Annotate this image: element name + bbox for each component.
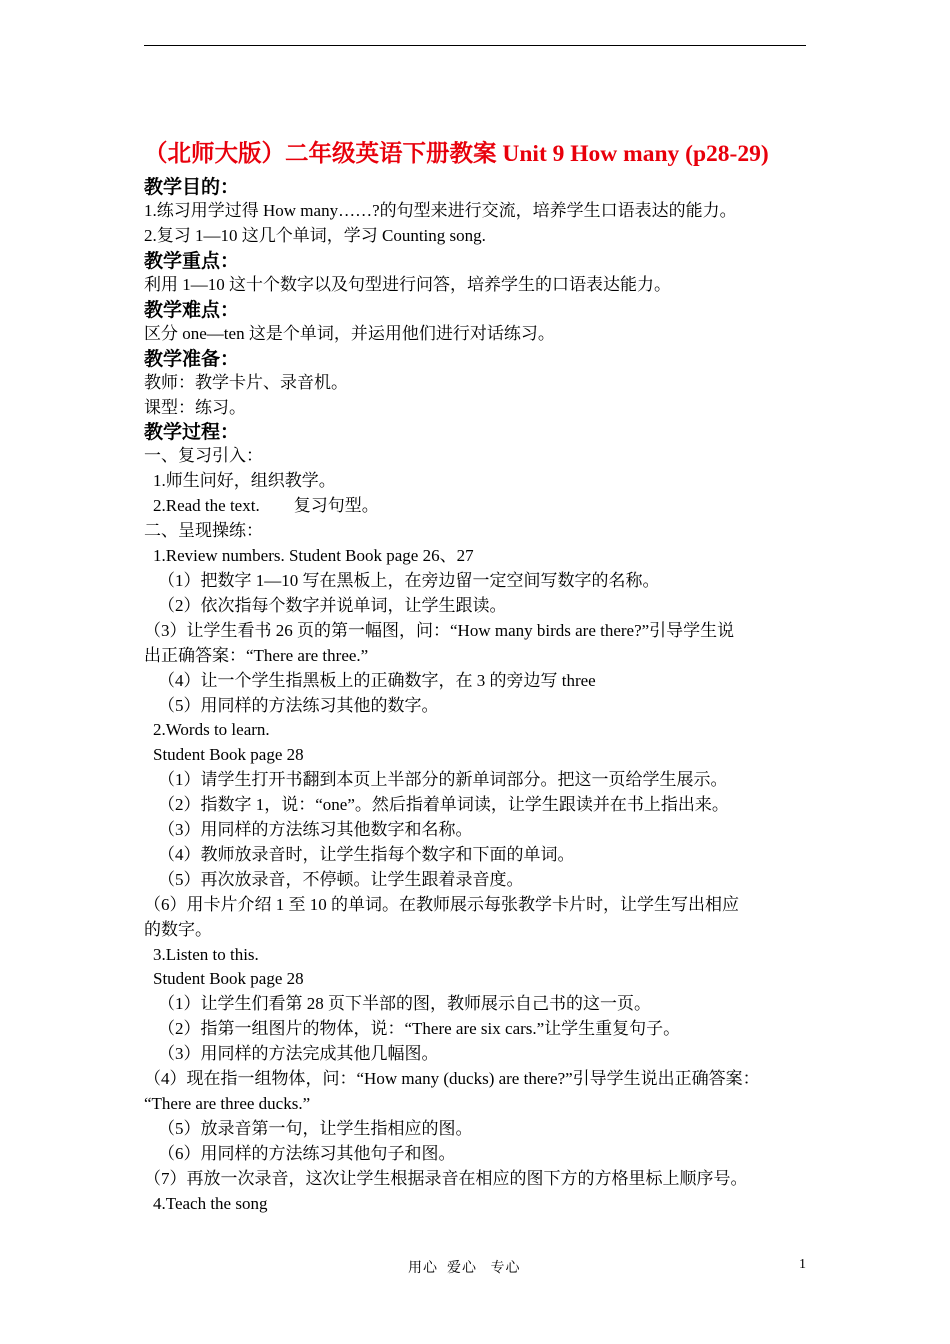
- process-line: （4）教师放录音时，让学生指每个数字和下面的单词。: [158, 844, 575, 864]
- process-line: （3）让学生看书 26 页的第一幅图，问：“How many birds are there?”引导学生说: [144, 620, 735, 640]
- process-line: Student Book page 28: [153, 745, 304, 765]
- process-line: （4）让一个学生指黑板上的正确数字，在 3 的旁边写 three: [158, 670, 596, 690]
- footer-motto: 用心 爱心 专心: [408, 1261, 521, 1276]
- process-line: （2）指数字 1，说：“one”。然后指着单词读，让学生跟读并在书上指出来。: [158, 795, 729, 815]
- objective-line: 2.复习 1—10 这几个单词，学习 Counting song.: [144, 225, 486, 245]
- key-points-heading: 教学重点：: [144, 249, 240, 272]
- process-line: “There are three ducks.”: [144, 1094, 311, 1113]
- page-number: 1: [799, 1257, 806, 1272]
- process-line: （5）用同样的方法练习其他的数字。: [158, 695, 439, 715]
- process-line: 2.Words to learn.: [153, 720, 270, 740]
- difficulties-heading: 教学难点：: [144, 298, 240, 321]
- process-line: （5）放录音第一句，让学生指相应的图。: [158, 1118, 473, 1138]
- document-body: [144, 175, 812, 1217]
- process-line: 1.师生问好，组织教学。: [153, 471, 336, 491]
- preparation-line: 课型：练习。: [144, 397, 246, 417]
- process-line: （6）用卡片介绍 1 至 10 的单词。在教师展示每张教学卡片时，让学生写出相应: [144, 894, 739, 914]
- process-line: （7）再放一次录音，这次让学生根据录音在相应的图下方的方格里标上顺序号。: [144, 1168, 748, 1188]
- process-line: 4.Teach the song: [153, 1193, 268, 1213]
- objectives-heading: 教学目的：: [144, 176, 240, 198]
- difficulty-line: 区分 one—ten 这是个单词，并运用他们进行对话练习。: [144, 323, 555, 343]
- process-line: 2.Read the text. 复习句型。: [153, 496, 379, 516]
- objective-line: 1.练习用学过得 How many……?的句型来进行交流，培养学生口语表达的能力。: [144, 201, 737, 220]
- process-line: 出正确答案：“There are three.”: [144, 645, 369, 665]
- process-line: 一、复习引入：: [144, 446, 263, 466]
- process-line: 二、呈现操练：: [144, 521, 263, 541]
- process-line: （5）再次放录音，不停顿。让学生跟着录音度。: [158, 869, 524, 889]
- process-line: （2）依次指每个数字并说单词，让学生跟读。: [158, 595, 507, 615]
- document-title: （北师大版）二年级英语下册教案 Unit 9 How many (p28-29): [144, 141, 769, 167]
- key-point-line: 利用 1—10 这十个数字以及句型进行问答，培养学生的口语表达能力。: [144, 274, 671, 294]
- process-line: （1）请学生打开书翻到本页上半部分的新单词部分。把这一页给学生展示。: [158, 770, 728, 790]
- process-line: （3）用同样的方法完成其他几幅图。: [158, 1044, 439, 1064]
- header-rule: [144, 45, 806, 46]
- process-line: （3）用同样的方法练习其他数字和名称。: [158, 820, 473, 840]
- process-line: （6）用同样的方法练习其他句子和图。: [158, 1143, 456, 1163]
- process-line: 的数字。: [144, 919, 212, 939]
- process-line: （2）指第一组图片的物体，说：“There are six cars.”让学生重复句子。: [158, 1019, 681, 1039]
- process-heading: 教学过程：: [144, 421, 240, 444]
- process-line: （4）现在指一组物体，问：“How many (ducks) are there?”引导学生说出正确答案：: [144, 1069, 760, 1089]
- process-line: 1.Review numbers. Student Book page 26、27: [153, 546, 474, 566]
- process-line: Student Book page 28: [153, 969, 304, 989]
- preparation-line: 教师：教学卡片、录音机。: [144, 372, 348, 392]
- preparation-heading: 教学准备：: [144, 347, 240, 370]
- process-line: （1）把数字 1—10 写在黑板上，在旁边留一定空间写数字的名称。: [158, 570, 660, 590]
- process-line: 3.Listen to this.: [153, 944, 259, 964]
- process-line: （1）让学生们看第 28 页下半部的图，教师展示自己书的这一页。: [158, 994, 651, 1014]
